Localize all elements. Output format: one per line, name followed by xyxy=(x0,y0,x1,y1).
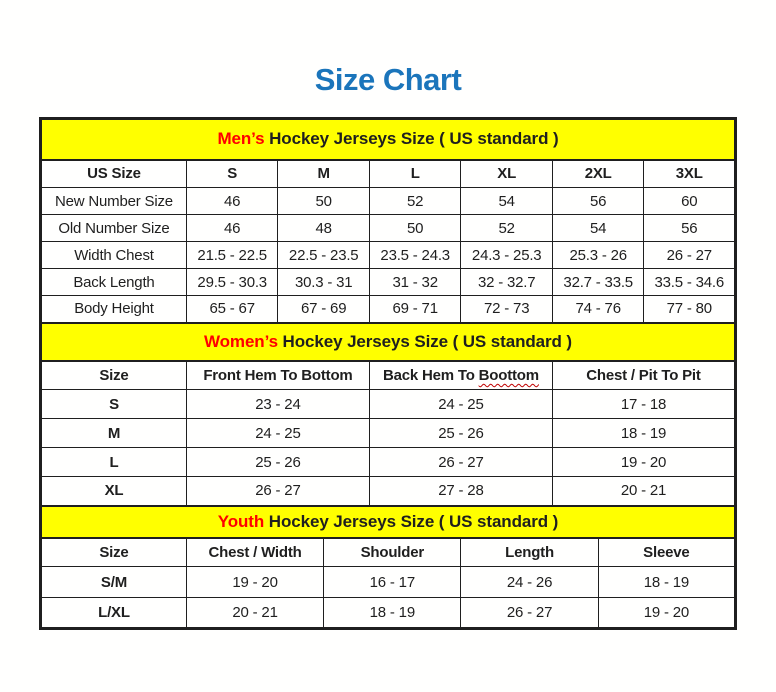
value-cell: 20 - 21 xyxy=(552,477,735,506)
youth-section-band xyxy=(41,506,736,538)
value-cell: 26 - 27 xyxy=(644,242,736,269)
value-cell: 27 - 28 xyxy=(369,477,552,506)
youth-section-title-rest: Hockey Jerseys Size ( US standard ) xyxy=(264,511,559,531)
column-header-cell: 2XL xyxy=(552,160,644,188)
table-row xyxy=(41,296,736,323)
row-label-cell: M xyxy=(41,419,187,448)
column-header-cell: Size xyxy=(41,538,187,567)
column-header-cell: Shoulder xyxy=(324,538,461,567)
column-header-cell: Length xyxy=(461,538,598,567)
value-cell: 50 xyxy=(369,215,461,242)
value-cell: 72 - 73 xyxy=(461,296,553,323)
value-cell: 32 - 32.7 xyxy=(461,269,553,296)
table-row xyxy=(41,419,736,448)
table-row xyxy=(41,390,736,419)
page-title: Size Chart xyxy=(314,62,462,97)
mens-section-title xyxy=(41,119,736,160)
column-header-cell: Sleeve xyxy=(598,538,735,567)
youth-header-row xyxy=(41,538,736,567)
column-header-cell: Size xyxy=(41,361,187,390)
value-cell: 22.5 - 23.5 xyxy=(278,242,370,269)
column-header-cell: S xyxy=(186,160,278,188)
column-header-cell xyxy=(369,361,552,390)
row-label-cell: Back Length xyxy=(41,269,187,296)
table-row xyxy=(41,269,736,296)
row-label-cell: L xyxy=(41,448,187,477)
row-label-cell: L/XL xyxy=(41,598,187,629)
column-header-cell: Chest / Pit To Pit xyxy=(552,361,735,390)
table-row xyxy=(41,448,736,477)
size-chart-table xyxy=(39,117,737,630)
value-cell: 77 - 80 xyxy=(644,296,736,323)
value-cell: 54 xyxy=(552,215,644,242)
column-header-cell: 3XL xyxy=(644,160,736,188)
value-cell: 52 xyxy=(461,215,553,242)
value-cell: 18 - 19 xyxy=(598,567,735,598)
value-cell: 74 - 76 xyxy=(552,296,644,323)
value-cell: 21.5 - 22.5 xyxy=(186,242,278,269)
value-cell: 24.3 - 25.3 xyxy=(461,242,553,269)
value-cell: 60 xyxy=(644,188,736,215)
value-cell: 25 - 26 xyxy=(369,419,552,448)
value-cell: 17 - 18 xyxy=(552,390,735,419)
value-cell: 16 - 17 xyxy=(324,567,461,598)
value-cell: 65 - 67 xyxy=(186,296,278,323)
mens-section-band xyxy=(41,119,736,160)
value-cell: 26 - 27 xyxy=(461,598,598,629)
value-cell: 23 - 24 xyxy=(186,390,369,419)
misspelled-word-with-spellcheck-squiggle: Boottom xyxy=(478,366,539,384)
column-header-cell: Chest / Width xyxy=(186,538,323,567)
youth-section-title xyxy=(41,506,736,538)
row-label-cell: XL xyxy=(41,477,187,506)
row-label-cell: Old Number Size xyxy=(41,215,187,242)
table-row xyxy=(41,242,736,269)
value-cell: 18 - 19 xyxy=(552,419,735,448)
table-row xyxy=(41,188,736,215)
value-cell: 54 xyxy=(461,188,553,215)
mens-section-title-red-word: Men’s xyxy=(217,129,265,149)
table-row xyxy=(41,477,736,506)
column-header-cell: Front Hem To Bottom xyxy=(186,361,369,390)
value-cell: 23.5 - 24.3 xyxy=(369,242,461,269)
value-cell: 33.5 - 34.6 xyxy=(644,269,736,296)
value-cell: 48 xyxy=(278,215,370,242)
womens-header-row xyxy=(41,361,736,390)
value-cell: 52 xyxy=(369,188,461,215)
womens-section-title xyxy=(41,323,736,361)
column-header-cell: M xyxy=(278,160,370,188)
value-cell: 26 - 27 xyxy=(186,477,369,506)
row-label-cell: S/M xyxy=(41,567,187,598)
value-cell: 67 - 69 xyxy=(278,296,370,323)
value-cell: 18 - 19 xyxy=(324,598,461,629)
womens-section-title-red-word: Women’s xyxy=(204,331,278,351)
column-header-cell: L xyxy=(369,160,461,188)
value-cell: 19 - 20 xyxy=(598,598,735,629)
value-cell: 30.3 - 31 xyxy=(278,269,370,296)
column-header-cell: XL xyxy=(461,160,553,188)
row-label-cell: Body Height xyxy=(41,296,187,323)
value-cell: 50 xyxy=(278,188,370,215)
row-label-cell: S xyxy=(41,390,187,419)
value-cell: 25 - 26 xyxy=(186,448,369,477)
table-row xyxy=(41,567,736,598)
womens-section-title-rest: Hockey Jerseys Size ( US standard ) xyxy=(277,331,572,351)
value-cell: 31 - 32 xyxy=(369,269,461,296)
value-cell: 46 xyxy=(186,188,278,215)
mens-section-title-rest: Hockey Jerseys Size ( US standard ) xyxy=(264,129,559,149)
value-cell: 56 xyxy=(644,215,736,242)
row-label-cell: Width Chest xyxy=(41,242,187,269)
value-cell: 19 - 20 xyxy=(552,448,735,477)
value-cell: 46 xyxy=(186,215,278,242)
value-cell: 69 - 71 xyxy=(369,296,461,323)
womens-section-band xyxy=(41,323,736,361)
row-label-cell: New Number Size xyxy=(41,188,187,215)
value-cell: 25.3 - 26 xyxy=(552,242,644,269)
value-cell: 24 - 25 xyxy=(186,419,369,448)
column-header-cell: US Size xyxy=(41,160,187,188)
table-row xyxy=(41,598,736,629)
value-cell: 20 - 21 xyxy=(186,598,323,629)
value-cell: 32.7 - 33.5 xyxy=(552,269,644,296)
mens-header-row xyxy=(41,160,736,188)
column-header-text: Back Hem To xyxy=(382,366,479,384)
value-cell: 19 - 20 xyxy=(186,567,323,598)
value-cell: 24 - 25 xyxy=(369,390,552,419)
value-cell: 24 - 26 xyxy=(461,567,598,598)
value-cell: 56 xyxy=(552,188,644,215)
youth-section-title-red-word: Youth xyxy=(217,511,265,531)
table-row xyxy=(41,215,736,242)
value-cell: 29.5 - 30.3 xyxy=(186,269,278,296)
value-cell: 26 - 27 xyxy=(369,448,552,477)
